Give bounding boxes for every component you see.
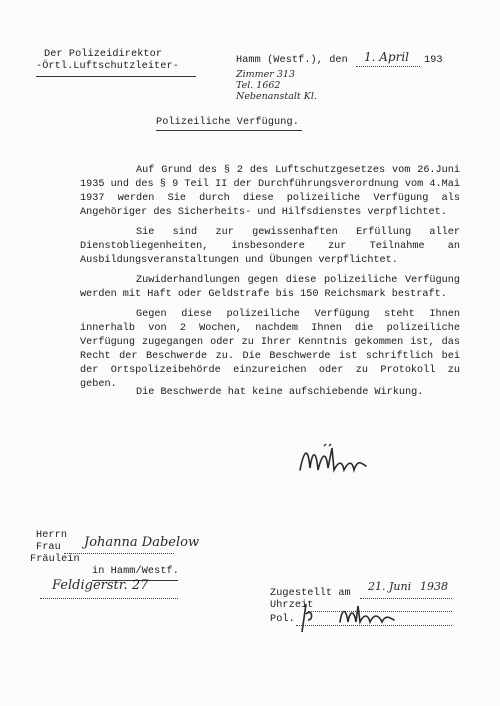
delivered-label: Zugestellt am (270, 588, 351, 599)
pol-label: Pol. (270, 614, 295, 625)
paragraph-1: Auf Grund des § 2 des Luftschutzgesetzes vom 26.Juni 1935 und des § 9 Teil II der Durchführungsverordnung vom 4.Mai 1937 werden Sie durch diese polizeiliche Verfügung als Angehöriger des Sicherheits- und Hilfsdienstes verpflichtet. (80, 165, 460, 218)
handwritten-date: 1. April (364, 50, 410, 64)
tel-note: Tel. 1662 (236, 80, 281, 91)
sender-underline (36, 76, 196, 77)
recipient-city: in Hamm/Westf. (92, 566, 179, 577)
salutation-herrn: Herrn (36, 530, 68, 541)
date-dotted-line (356, 66, 420, 67)
name-dotted-line (64, 553, 174, 554)
sender-line-1: Der Polizeidirektor (44, 49, 163, 60)
delivered-date: 21. Juni (368, 580, 412, 593)
street-dotted-line (40, 598, 178, 599)
salutation-frau: Frau (36, 542, 61, 553)
branch-note: Nebenanstalt Kl. (236, 91, 317, 102)
place-date-printed: Hamm (Westf.), den (236, 55, 348, 66)
recipient-street: Feldigerstr. 27 (52, 578, 149, 593)
paragraph-2: Sie sind zur gewissenhaften Erfüllung aller Dienstobliegenheiten, insbesondere zur Teilnahme an Ausbildungsveranstaltungen und Übungen verpflichtet. (80, 227, 460, 266)
title-underline (156, 130, 302, 131)
recipient-name: Johanna Dabelow (84, 535, 200, 550)
paragraph-4: Gegen diese polizeiliche Verfügung steht Ihnen innerhalb von 2 Wochen, nachdem Ihnen die polizeiliche Verfügung zugegangen oder zu Ihrer Kenntnis gekommen ist, das Recht der Beschwerde zu. Die Beschwerde ist schriftlich bei der Ortspolizeibehörde einzureichen oder zu Protokoll zu geben. (80, 309, 460, 390)
sender-line-2: -Örtl.Luftschutzleiter- (36, 61, 179, 72)
salutation-fraeulein: Fräulein (30, 554, 80, 565)
official-signature (296, 440, 376, 480)
document-title: Polizeiliche Verfügung. (156, 117, 299, 128)
pol-signature (296, 598, 406, 638)
paragraph-5: Die Beschwerde hat keine aufschiebende Wirkung. (136, 387, 424, 398)
room-note: Zimmer 313 (236, 69, 295, 80)
date-year: 193 (424, 55, 443, 66)
time-label: Uhrzeit (270, 600, 314, 611)
delivered-year: 1938 (420, 580, 448, 593)
paragraph-3: Zuwiderhandlungen gegen diese polizeiliche Verfügung werden mit Haft oder Geldstrafe bis 150 Reichsmark bestraft. (80, 275, 460, 300)
